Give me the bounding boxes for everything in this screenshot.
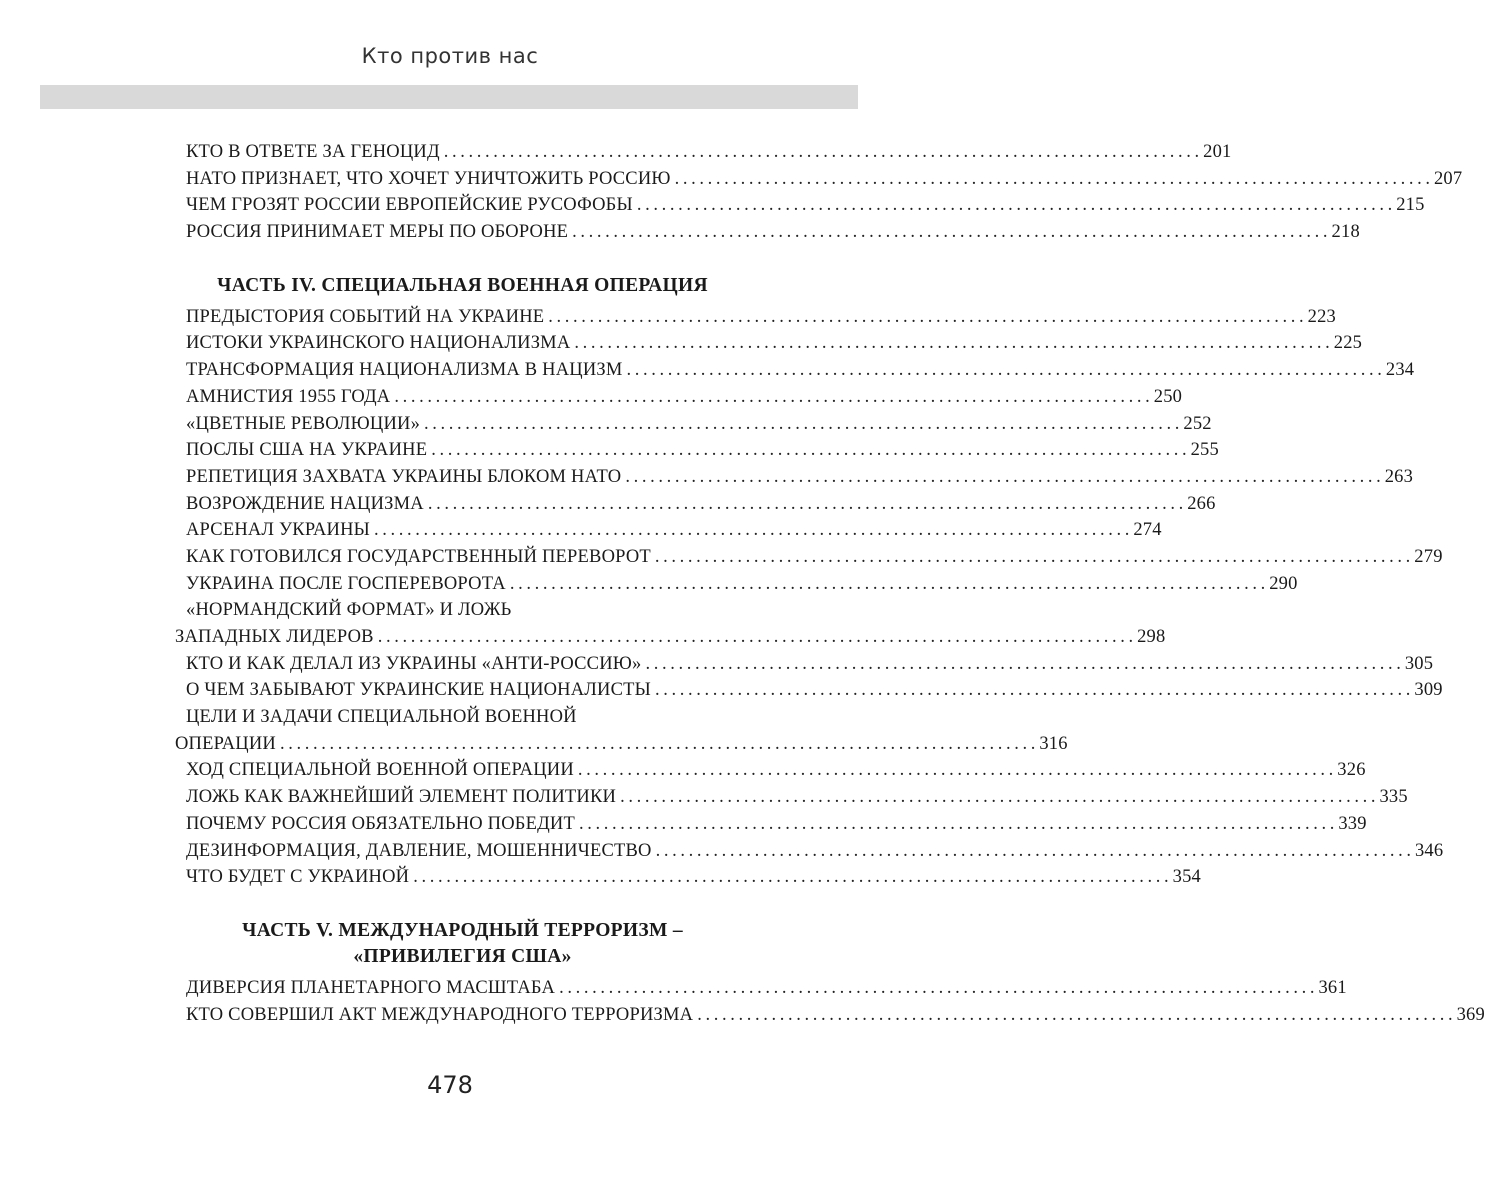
toc-entry-title-line-2: ЗАПАДНЫХ ЛИДЕРОВ <box>175 627 374 647</box>
toc-entry-page: 225 <box>1333 333 1363 354</box>
toc-entry[interactable] <box>175 360 1415 387</box>
toc-group-part-5 <box>175 977 1485 1031</box>
leader-dots <box>637 195 1392 216</box>
toc-entry-title: КТО И КАК ДЕЛАЛ ИЗ УКРАИНЫ «АНТИ-РОССИЮ» <box>186 653 642 674</box>
toc-group-part-4 <box>175 306 1444 894</box>
toc-entry-title: КТО СОВЕРШИЛ АКТ МЕЖДУНАРОДНОГО ТЕРРОРИЗМА <box>186 1004 694 1025</box>
toc-entry-title: ЛОЖЬ КАК ВАЖНЕЙШИЙ ЭЛЕМЕНТ ПОЛИТИКИ <box>186 787 617 808</box>
toc-entry-page: 290 <box>1269 573 1298 594</box>
leader-dots <box>574 333 1329 354</box>
leader-dots <box>578 760 1333 781</box>
toc-entry-page: 298 <box>1137 627 1166 647</box>
toc-entry-page: 279 <box>1414 546 1443 567</box>
leader-dots <box>444 142 1199 163</box>
leader-dots <box>697 1005 1452 1026</box>
toc-entry-title: ДЕЗИНФОРМАЦИЯ, ДАВЛЕНИЕ, МОШЕННИЧЕСТВО <box>186 840 652 861</box>
toc-entry-page: 305 <box>1404 653 1434 674</box>
toc-entry-title-line-1: «НОРМАНДСКИЙ ФОРМАТ» И ЛОЖЬ <box>186 600 512 621</box>
table-of-contents <box>175 142 1485 1031</box>
leader-dots <box>280 734 1035 755</box>
leader-dots <box>572 222 1327 243</box>
toc-entry-title: ПРЕДЫСТОРИЯ СОБЫТИЙ НА УКРАИНЕ <box>186 306 545 327</box>
toc-entry[interactable] <box>175 867 1201 894</box>
leader-dots <box>424 414 1179 435</box>
toc-group-top <box>175 142 1463 249</box>
leader-dots <box>413 867 1168 888</box>
toc-entry[interactable] <box>175 413 1212 441</box>
toc-entry-title: КТО В ОТВЕТЕ ЗА ГЕНОЦИД <box>186 142 440 162</box>
leader-dots <box>627 360 1382 381</box>
toc-entry-page: 339 <box>1338 813 1367 834</box>
leader-dots <box>645 654 1400 675</box>
leader-dots <box>374 520 1129 541</box>
toc-entry[interactable] <box>175 787 1408 814</box>
toc-entry-page: 335 <box>1379 787 1408 808</box>
toc-entry-page: 369 <box>1456 1004 1485 1025</box>
toc-entry[interactable] <box>175 977 1347 1005</box>
part-5-title[interactable]: ЧАСТЬ V. МЕЖДУНАРОДНЫЙ ТЕРРОРИЗМ – «ПРИВИЛЕГИЯ США» <box>242 919 683 967</box>
toc-entry-page: 354 <box>1172 867 1201 888</box>
toc-entry[interactable] <box>175 760 1366 787</box>
leader-dots <box>675 169 1430 190</box>
toc-entry[interactable] <box>175 520 1162 547</box>
toc-entry-page: 346 <box>1414 840 1444 861</box>
toc-entry[interactable] <box>175 493 1216 521</box>
toc-entry-title-line-2: ОПЕРАЦИИ <box>175 733 276 754</box>
toc-entry-title: УКРАИНА ПОСЛЕ ГОСПЕРЕВОРОТА <box>186 573 506 594</box>
toc-entry-multiline[interactable] <box>175 707 1068 760</box>
toc-entry-title: ПОЧЕМУ РОССИЯ ОБЯЗАТЕЛЬНО ПОБЕДИТ <box>186 813 575 834</box>
toc-entry-title: ХОД СПЕЦИАЛЬНОЙ ВОЕННОЙ ОПЕРАЦИИ <box>186 760 574 781</box>
toc-entry[interactable] <box>175 386 1183 414</box>
leader-dots <box>378 627 1133 648</box>
toc-entry-title-line-1: ЦЕЛИ И ЗАДАЧИ СПЕЦИАЛЬНОЙ ВОЕННОЙ <box>186 707 577 728</box>
toc-entry[interactable] <box>175 546 1443 574</box>
toc-entry[interactable] <box>175 680 1443 707</box>
toc-entry-page: 201 <box>1203 142 1232 162</box>
toc-entry-page: 274 <box>1133 520 1162 541</box>
leader-dots <box>620 787 1375 808</box>
leader-dots <box>655 547 1410 568</box>
toc-entry[interactable] <box>175 168 1463 196</box>
toc-entry-page: 255 <box>1190 440 1219 461</box>
toc-entry[interactable] <box>175 440 1219 467</box>
toc-entry[interactable] <box>175 813 1367 841</box>
toc-entry-page: 361 <box>1318 977 1347 998</box>
toc-entry-title: ИСТОКИ УКРАИНСКОГО НАЦИОНАЛИЗМА <box>186 333 571 354</box>
toc-entry-page: 223 <box>1307 306 1336 327</box>
toc-entry[interactable] <box>175 653 1434 681</box>
toc-entry-title: ЧТО БУДЕТ С УКРАИНОЙ <box>186 867 410 888</box>
toc-entry-page: 207 <box>1433 168 1463 189</box>
toc-entry[interactable] <box>175 306 1336 334</box>
toc-entry[interactable] <box>175 142 1232 169</box>
leader-dots <box>428 494 1183 515</box>
toc-entry[interactable] <box>175 195 1425 222</box>
toc-entry-title: РЕПЕТИЦИЯ ЗАХВАТА УКРАИНЫ БЛОКОМ НАТО <box>186 466 622 487</box>
toc-entry-page: 263 <box>1384 466 1414 487</box>
toc-entry-page: 266 <box>1187 493 1216 514</box>
running-head: Кто против нас <box>361 44 539 68</box>
toc-entry-page: 218 <box>1331 222 1360 243</box>
toc-entry-page: 215 <box>1396 195 1425 216</box>
toc-entry-title: КАК ГОТОВИЛСЯ ГОСУДАРСТВЕННЫЙ ПЕРЕВОРОТ <box>186 546 651 567</box>
toc-entry-page: 326 <box>1337 760 1366 781</box>
page-number: 478 <box>427 1071 473 1099</box>
toc-entry-page: 309 <box>1414 680 1443 701</box>
leader-dots <box>548 307 1303 328</box>
leader-dots <box>655 680 1410 701</box>
toc-entry[interactable] <box>175 466 1414 494</box>
toc-entry-multiline[interactable] <box>175 600 1166 653</box>
header-bar <box>40 85 858 109</box>
leader-dots <box>510 574 1265 595</box>
leader-dots <box>394 387 1149 408</box>
toc-entry[interactable] <box>175 573 1298 601</box>
leader-dots <box>656 841 1411 862</box>
toc-entry-page: 250 <box>1153 386 1183 407</box>
toc-entry-page: 316 <box>1039 733 1068 754</box>
toc-entry-title: ТРАНСФОРМАЦИЯ НАЦИОНАЛИЗМА В НАЦИЗМ <box>186 360 623 381</box>
toc-entry-page: 252 <box>1183 413 1212 434</box>
toc-entry-title: «ЦВЕТНЫЕ РЕВОЛЮЦИИ» <box>186 413 421 434</box>
leader-dots <box>625 467 1380 488</box>
toc-entry-title: НАТО ПРИЗНАЕТ, ЧТО ХОЧЕТ УНИЧТОЖИТЬ РОССИЮ <box>186 168 671 189</box>
toc-entry-title: АРСЕНАЛ УКРАИНЫ <box>186 520 370 541</box>
leader-dots <box>579 814 1334 835</box>
toc-entry-page: 234 <box>1385 360 1415 381</box>
toc-entry-title: АМНИСТИЯ 1955 ГОДА <box>186 386 391 407</box>
leader-dots <box>431 440 1186 461</box>
toc-entry-title: ПОСЛЫ США НА УКРАИНЕ <box>186 440 428 461</box>
toc-entry-title: ДИВЕРСИЯ ПЛАНЕТАРНОГО МАСШТАБА <box>186 977 556 998</box>
toc-entry-title: О ЧЕМ ЗАБЫВАЮТ УКРАИНСКИЕ НАЦИОНАЛИСТЫ <box>186 680 651 701</box>
toc-entry[interactable] <box>175 1004 1485 1032</box>
toc-entry-title: ЧЕМ ГРОЗЯТ РОССИИ ЕВРОПЕЙСКИЕ РУСОФОБЫ <box>186 195 633 216</box>
toc-entry[interactable] <box>175 222 1360 249</box>
leader-dots <box>559 978 1314 999</box>
toc-entry-title: РОССИЯ ПРИНИМАЕТ МЕРЫ ПО ОБОРОНЕ <box>186 222 569 243</box>
part-4-title[interactable]: ЧАСТЬ IV. СПЕЦИАЛЬНАЯ ВОЕННАЯ ОПЕРАЦИЯ <box>217 274 708 296</box>
toc-entry[interactable] <box>175 840 1444 868</box>
toc-entry-title: ВОЗРОЖДЕНИЕ НАЦИЗМА <box>186 493 424 514</box>
toc-entry[interactable] <box>175 333 1363 360</box>
